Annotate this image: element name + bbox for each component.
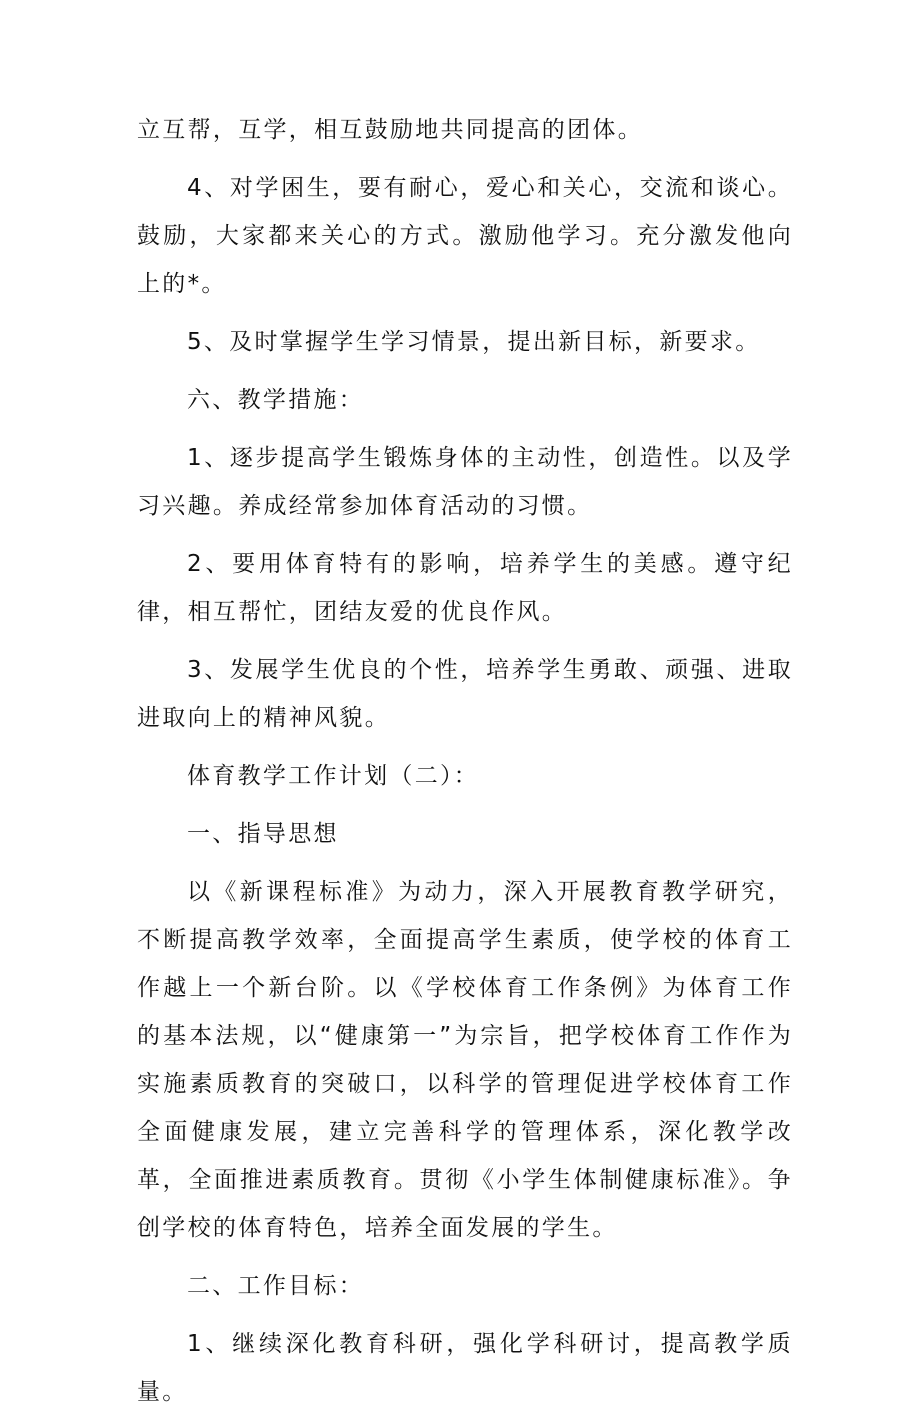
paragraph-continuation: 立互帮，互学，相互鼓励地共同提高的团体。	[137, 117, 643, 143]
paragraph-guiding-ideology: 以《新课程标准》为动力，深入开展教育教学研究，不断提高教学效率，全面提高学生素质，使学校的体育工作越上一个新台阶。以《学校体育工作条例》为体育工作的基本法规，以“健康第一”为宗旨，把学校体育工作作为实施素质教育的突破口，以科学的管理促进学校体育工作全面健康发展，建立完善科学的管理体系，深化教学改革，全面推进素质教育。贯彻《小学生体制健康标准》。争创学校的体育特色，培养全面发展的学生。	[137, 879, 793, 1241]
paragraph-item-5: 5、及时掌握学生学习情景，提出新目标，新要求。	[187, 329, 761, 355]
section-heading-teaching-measures: 六、教学措施：	[187, 387, 365, 413]
section-heading-work-goals: 二、工作目标：	[187, 1273, 365, 1299]
section-heading-guiding-ideology: 一、指导思想	[187, 821, 339, 847]
paragraph-goal-1: 1、继续深化教育科研，强化学科研讨，提高教学质量。	[137, 1331, 793, 1405]
paragraph-measure-3: 3、发展学生优良的个性，培养学生勇敢、顽强、进取进取向上的精神风貌。	[137, 657, 793, 731]
paragraph-measure-2: 2、要用体育特有的影响，培养学生的美感。遵守纪律，相互帮忙，团结友爱的优良作风。	[137, 551, 793, 625]
paragraph-measure-1: 1、逐步提高学生锻炼身体的主动性，创造性。以及学习兴趣。养成经常参加体育活动的习惯。	[137, 445, 793, 519]
plan-title: 体育教学工作计划（二）：	[187, 763, 480, 789]
paragraph-item-4: 4、对学困生，要有耐心，爱心和关心，交流和谈心。鼓励，大家都来关心的方式。激励他学习。充分激发他向上的*。	[137, 175, 793, 297]
document-body	[137, 106, 793, 1426]
